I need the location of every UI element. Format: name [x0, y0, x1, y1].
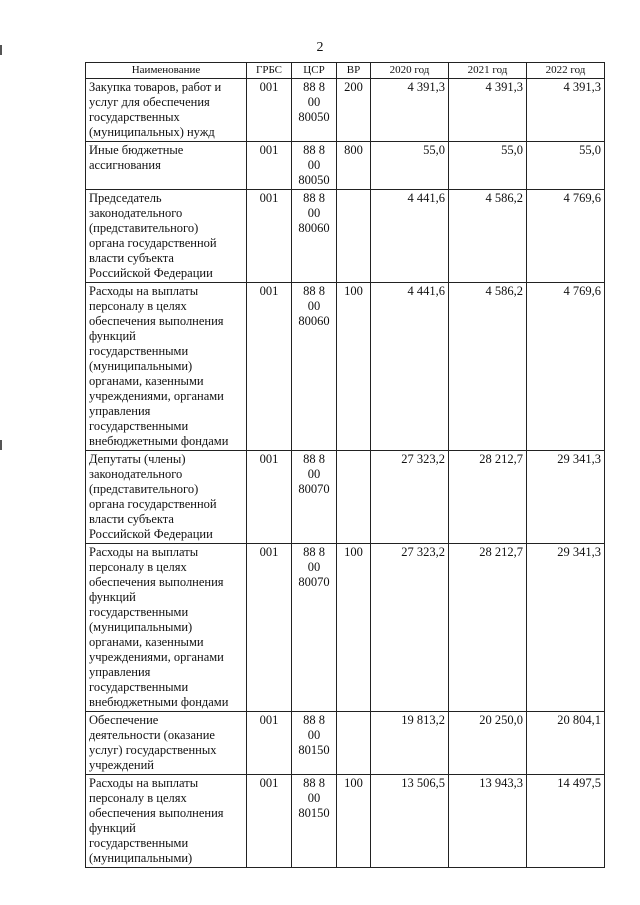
cell-2020: 27 323,2 [371, 544, 449, 712]
cell-name-line: управления [89, 404, 151, 418]
cell-name [86, 544, 247, 712]
cell-name-line: (муниципальными) [89, 359, 193, 373]
cell-2022: 4 769,6 [527, 190, 605, 283]
table-row [86, 775, 605, 868]
cell-name-line: власти субъекта [89, 251, 174, 265]
cell-name [86, 775, 247, 868]
header-grbs: ГРБС [247, 63, 292, 79]
cell-name-line: органами, казенными [89, 374, 204, 388]
cell-csr [292, 79, 337, 142]
cell-name-line: Расходы на выплаты [89, 776, 199, 790]
cell-vr: 800 [337, 142, 371, 190]
header-2020: 2020 год [371, 63, 449, 79]
cell-2021: 4 586,2 [449, 283, 527, 451]
cell-grbs: 001 [247, 775, 292, 868]
cell-csr-line: 00 [307, 467, 321, 481]
cell-2020: 19 813,2 [371, 712, 449, 775]
header-csr: ЦСР [292, 63, 337, 79]
cell-name-line: государственных [89, 110, 180, 124]
cell-2020: 4 441,6 [371, 283, 449, 451]
cell-name-line: услуг) государственных [89, 743, 217, 757]
cell-grbs: 001 [247, 451, 292, 544]
cell-name-line: законодательного [89, 467, 183, 481]
cell-vr: 100 [337, 283, 371, 451]
cell-name-line: функций [89, 590, 136, 604]
header-name: Наименование [86, 63, 247, 79]
cell-2021: 28 212,7 [449, 451, 527, 544]
cell-name-line: ассигнования [89, 158, 161, 172]
cell-name-line: законодательного [89, 206, 183, 220]
cell-csr-line: 80050 [298, 173, 330, 187]
cell-name-line: (муниципальными) [89, 851, 193, 865]
cell-vr [337, 190, 371, 283]
cell-vr [337, 451, 371, 544]
cell-csr-line: 88 8 [303, 191, 325, 205]
cell-name-line: органа государственной [89, 236, 217, 250]
cell-name-line: услуг для обеспечения [89, 95, 210, 109]
cell-csr-line: 00 [307, 206, 321, 220]
header-vr: ВР [337, 63, 371, 79]
margin-mark [0, 440, 2, 450]
cell-name-line: государственными [89, 344, 189, 358]
cell-csr-line: 00 [307, 728, 321, 742]
cell-csr-line: 88 8 [303, 284, 325, 298]
cell-csr [292, 712, 337, 775]
cell-name-line: Российской Федерации [89, 266, 213, 280]
cell-csr-line: 00 [307, 299, 321, 313]
cell-csr-line: 00 [307, 560, 321, 574]
cell-csr-line: 80070 [298, 575, 330, 589]
cell-csr-line: 80060 [298, 221, 330, 235]
cell-grbs: 001 [247, 142, 292, 190]
cell-csr-line: 88 8 [303, 80, 325, 94]
cell-name-line: обеспечения выполнения [89, 806, 224, 820]
cell-csr [292, 142, 337, 190]
cell-2021: 55,0 [449, 142, 527, 190]
header-2021: 2021 год [449, 63, 527, 79]
cell-name-line: учреждениями, органами [89, 650, 224, 664]
cell-name-line: Расходы на выплаты [89, 545, 199, 559]
cell-name-line: государственными [89, 680, 189, 694]
cell-csr [292, 775, 337, 868]
cell-2020: 13 506,5 [371, 775, 449, 868]
cell-csr [292, 544, 337, 712]
cell-name-line: персоналу в целях [89, 791, 187, 805]
cell-csr-line: 88 8 [303, 713, 325, 727]
cell-csr-line: 00 [307, 95, 321, 109]
cell-name-line: органами, казенными [89, 635, 204, 649]
cell-name-line: власти субъекта [89, 512, 174, 526]
cell-2020: 55,0 [371, 142, 449, 190]
cell-vr: 100 [337, 775, 371, 868]
cell-vr [337, 712, 371, 775]
cell-name-line: деятельности (оказание [89, 728, 215, 742]
table-row [86, 712, 605, 775]
cell-2021: 28 212,7 [449, 544, 527, 712]
cell-name [86, 79, 247, 142]
cell-grbs: 001 [247, 190, 292, 283]
cell-2022: 14 497,5 [527, 775, 605, 868]
cell-2022: 55,0 [527, 142, 605, 190]
cell-2021: 4 391,3 [449, 79, 527, 142]
cell-name-line: государственными [89, 419, 189, 433]
cell-csr-line: 80060 [298, 314, 330, 328]
cell-2020: 27 323,2 [371, 451, 449, 544]
cell-grbs: 001 [247, 544, 292, 712]
cell-name-line: обеспечения выполнения [89, 575, 224, 589]
cell-name [86, 142, 247, 190]
cell-csr-line: 80070 [298, 482, 330, 496]
table-row [86, 283, 605, 451]
cell-name-line: персоналу в целях [89, 560, 187, 574]
cell-name-line: Депутаты (члены) [89, 452, 186, 466]
cell-csr-line: 80150 [298, 743, 330, 757]
header-2022: 2022 год [527, 63, 605, 79]
table-row [86, 451, 605, 544]
cell-2022: 4 769,6 [527, 283, 605, 451]
cell-csr [292, 283, 337, 451]
cell-grbs: 001 [247, 79, 292, 142]
cell-name-line: органа государственной [89, 497, 217, 511]
cell-csr-line: 80050 [298, 110, 330, 124]
cell-name-line: государственными [89, 605, 189, 619]
cell-name-line: функций [89, 821, 136, 835]
page-number: 2 [316, 40, 324, 55]
table-row [86, 544, 605, 712]
cell-csr-line: 80150 [298, 806, 330, 820]
cell-2022: 20 804,1 [527, 712, 605, 775]
cell-csr-line: 00 [307, 158, 321, 172]
cell-name-line: обеспечения выполнения [89, 314, 224, 328]
cell-name-line: внебюджетными фондами [89, 434, 229, 448]
cell-name-line: (муниципальными) [89, 620, 193, 634]
cell-2021: 4 586,2 [449, 190, 527, 283]
cell-2022: 4 391,3 [527, 79, 605, 142]
cell-2022: 29 341,3 [527, 451, 605, 544]
cell-name-line: персоналу в целях [89, 299, 187, 313]
cell-name-line: Обеспечение [89, 713, 159, 727]
cell-2022: 29 341,3 [527, 544, 605, 712]
cell-2021: 20 250,0 [449, 712, 527, 775]
cell-name-line: функций [89, 329, 136, 343]
cell-name-line: Российской Федерации [89, 527, 213, 541]
cell-name [86, 451, 247, 544]
cell-name-line: управления [89, 665, 151, 679]
cell-name-line: учреждениями, органами [89, 389, 224, 403]
cell-csr-line: 88 8 [303, 776, 325, 790]
cell-name-line: Иные бюджетные [89, 143, 184, 157]
budget-table [85, 62, 605, 868]
cell-name-line: Председатель [89, 191, 162, 205]
cell-csr-line: 88 8 [303, 143, 325, 157]
cell-vr: 200 [337, 79, 371, 142]
cell-name-line: (муниципальных) нужд [89, 125, 215, 139]
cell-2021: 13 943,3 [449, 775, 527, 868]
cell-name-line: Закупка товаров, работ и [89, 80, 222, 94]
cell-csr-line: 88 8 [303, 452, 325, 466]
cell-name-line: учреждений [89, 758, 154, 772]
cell-name-line: внебюджетными фондами [89, 695, 229, 709]
cell-2020: 4 391,3 [371, 79, 449, 142]
table-row [86, 142, 605, 190]
cell-name-line: (представительного) [89, 482, 199, 496]
cell-name-line: государственными [89, 836, 189, 850]
cell-name [86, 283, 247, 451]
table-row [86, 79, 605, 142]
cell-grbs: 001 [247, 283, 292, 451]
cell-csr [292, 451, 337, 544]
cell-name-line: Расходы на выплаты [89, 284, 199, 298]
table-header-row [86, 63, 605, 79]
table-body [86, 79, 605, 868]
cell-name [86, 190, 247, 283]
cell-csr-line: 00 [307, 791, 321, 805]
cell-name-line: (представительного) [89, 221, 199, 235]
cell-csr [292, 190, 337, 283]
cell-grbs: 001 [247, 712, 292, 775]
table-row [86, 190, 605, 283]
cell-csr-line: 88 8 [303, 545, 325, 559]
cell-vr: 100 [337, 544, 371, 712]
cell-2020: 4 441,6 [371, 190, 449, 283]
cell-name [86, 712, 247, 775]
